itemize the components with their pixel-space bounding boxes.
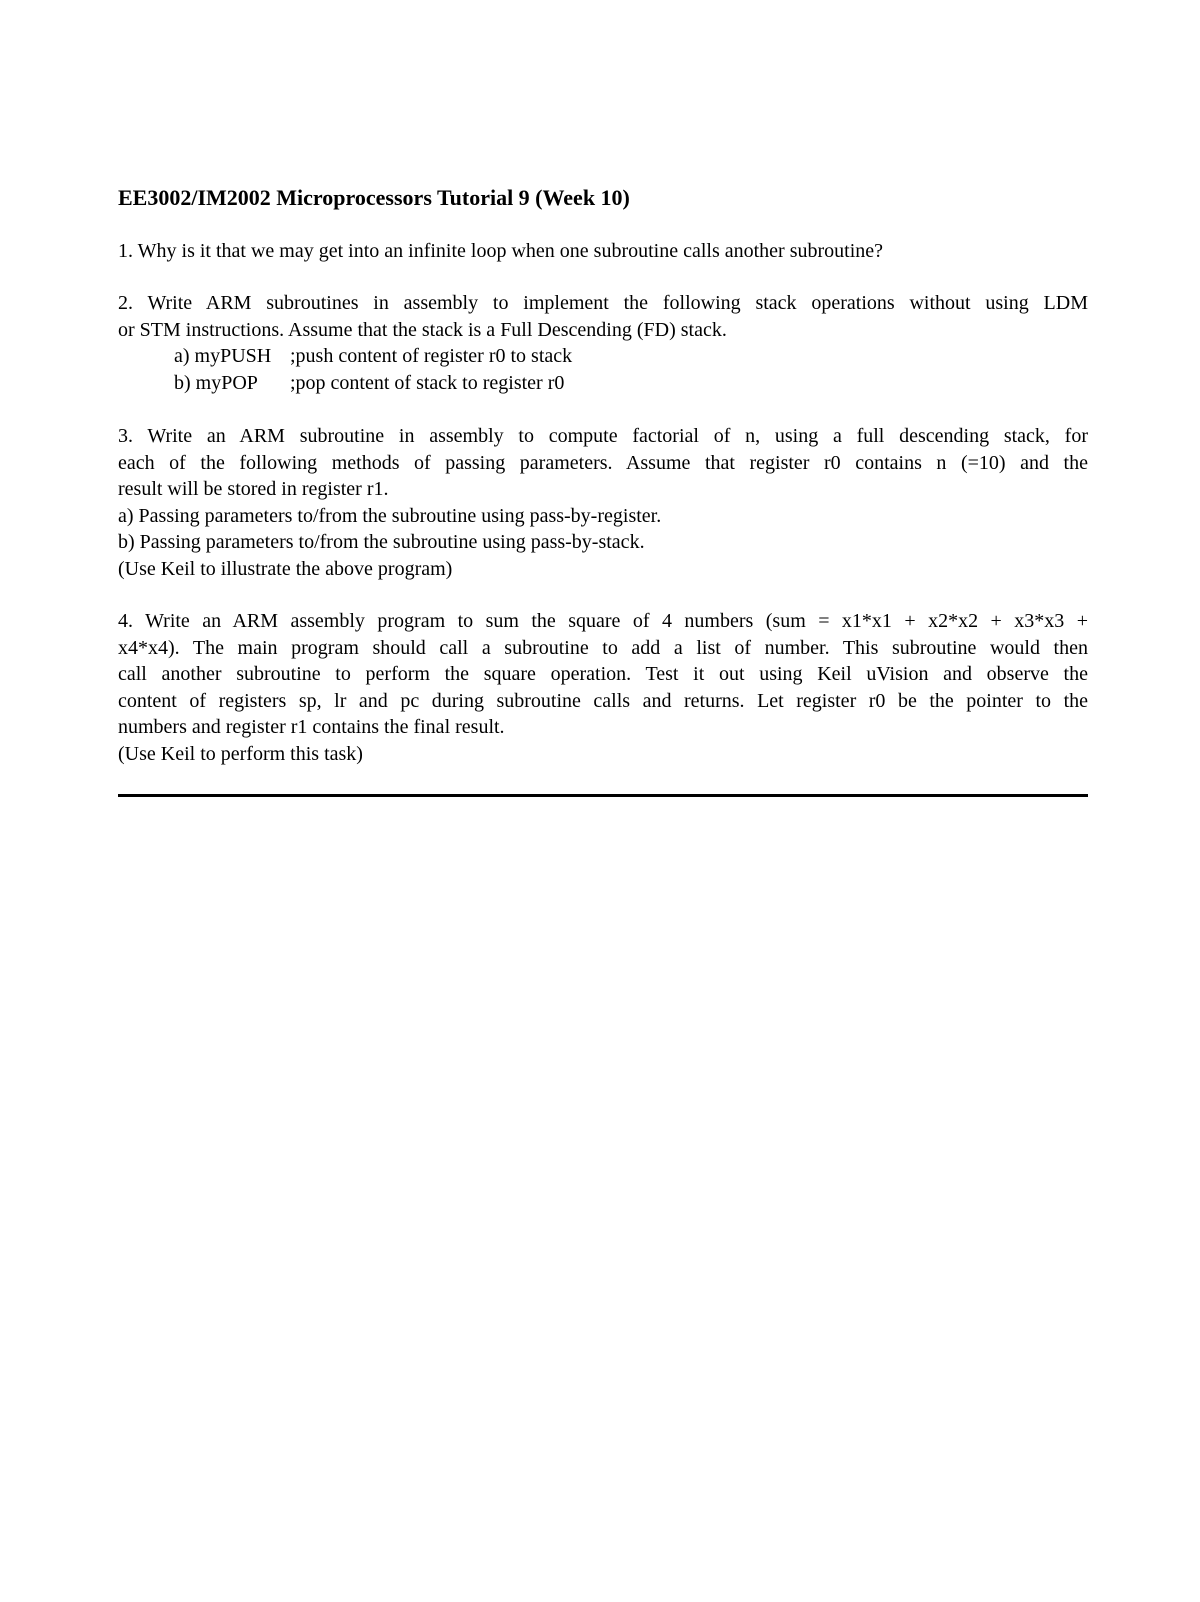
document-title: EE3002/IM2002 Microprocessors Tutorial 9 (Week 10) xyxy=(118,185,630,210)
question-3-note: (Use Keil to illustrate the above program) xyxy=(118,557,453,580)
question-1 xyxy=(118,238,1088,265)
stack-op-pop xyxy=(118,370,1088,397)
question-3-line-3: result will be stored in register r1. xyxy=(118,478,389,500)
question-4-line-3: call another subroutine to perform the square operation. Test it out using Keil uVision and observe the xyxy=(118,663,1088,685)
question-2 xyxy=(118,290,1088,396)
question-4-line-5: numbers and register r1 contains the final result. xyxy=(118,716,505,738)
question-3-part-b: b) Passing parameters to/from the subroutine using pass-by-stack. xyxy=(118,531,645,553)
stack-op-pop-comment: ;pop content of stack to register r0 xyxy=(290,371,565,394)
question-3 xyxy=(118,423,1088,582)
question-4-line-4: content of registers sp, lr and pc during subroutine calls and returns. Let register r0 be the pointer to the xyxy=(118,689,1088,712)
question-3-part-a: a) Passing parameters to/from the subroutine using pass-by-register. xyxy=(118,504,662,527)
stack-op-push-comment: ;push content of register r0 to stack xyxy=(290,345,573,367)
question-1-line-1: 1. Why is it that we may get into an infinite loop when one subroutine calls another subroutine? xyxy=(118,240,884,262)
horizontal-rule xyxy=(118,794,1088,797)
question-2-line-1: 2. Write ARM subroutines in assembly to implement the following stack operations without using LDM xyxy=(118,292,1088,314)
question-3-line-2: each of the following methods of passing parameters. Assume that register r0 contains n (=10) and the xyxy=(118,451,1088,474)
question-2-line-2: or STM instructions. Assume that the stack is a Full Descending (FD) stack. xyxy=(118,318,727,341)
stack-op-push-name: a) myPUSH xyxy=(174,345,272,367)
question-3-line-1: 3. Write an ARM subroutine in assembly to compute factorial of n, using a full descending stack, for xyxy=(118,425,1088,447)
stack-op-pop-name: b) myPOP xyxy=(174,371,258,394)
question-4-line-2: x4*x4). The main program should call a subroutine to add a list of number. This subroutine would then xyxy=(118,636,1088,659)
question-4 xyxy=(118,608,1088,767)
question-4-line-1: 4. Write an ARM assembly program to sum the square of 4 numbers (sum = x1*x1 + x2*x2 + x3*x3 + xyxy=(118,610,1088,632)
stack-op-push xyxy=(118,343,1088,370)
question-4-note: (Use Keil to perform this task) xyxy=(118,742,363,765)
